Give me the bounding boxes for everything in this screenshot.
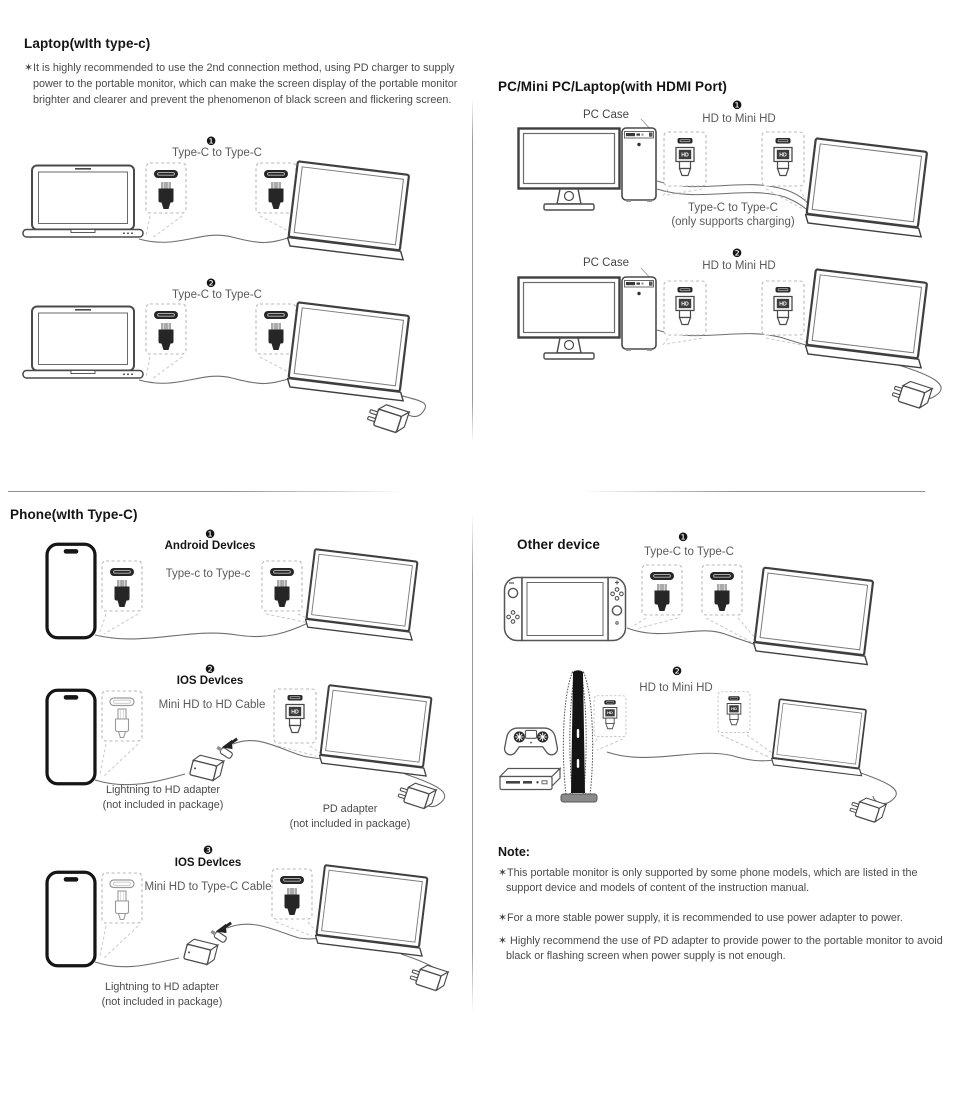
hdmi-connector-callout [594, 696, 626, 737]
callout-pointer [146, 216, 182, 238]
callout-pointer [721, 735, 775, 757]
hdmi-connector-callout [664, 281, 706, 335]
charging-cable-note-1: Type-C to Type-C [688, 202, 778, 214]
divider-vertical-top [472, 98, 473, 443]
callout-pointer [266, 614, 311, 622]
cable-type-label: Type-C to Type-C [644, 546, 734, 558]
other-section-title: Other device [517, 537, 600, 552]
diagram-number: ❶ [677, 532, 689, 544]
ps5-console-icon [561, 670, 597, 802]
cable-line [227, 924, 318, 939]
diagram-number: ❷ [205, 278, 217, 290]
phone-icon [47, 872, 95, 965]
hdmi-connector-callout [762, 281, 804, 335]
diagram-number: ❶ [204, 529, 216, 541]
portable-monitor-icon [287, 302, 414, 401]
portable-monitor-icon [287, 161, 414, 260]
portable-monitor-icon [753, 567, 878, 664]
laptop-diagram-2 [10, 295, 460, 447]
phone-diagram-1 [5, 528, 460, 663]
portable-monitor-icon [805, 269, 932, 368]
pc-section-title: PC/Mini PC/Laptop(with HDMI Port) [498, 79, 728, 94]
pc-case-label: PC Case [583, 109, 630, 121]
cable-line [139, 376, 295, 383]
cable-line [95, 958, 179, 967]
cable-type-label: Mini HD to HD Cable [158, 699, 266, 711]
portable-monitor-icon [771, 699, 870, 776]
switch-console-icon [505, 578, 626, 641]
cable-type-label: Type-C to Type-C [172, 289, 262, 301]
laptop-diagram-1 [10, 156, 460, 274]
diagram-number: ❸ [202, 845, 214, 857]
pc-tower-icon [622, 128, 656, 202]
portable-monitor-icon [315, 865, 432, 956]
cable-type-label: HD to Mini HD [702, 113, 776, 125]
diagram-number: ❶ [731, 100, 743, 112]
divider-horizontal-right [583, 491, 925, 492]
desktop-monitor-icon [519, 129, 620, 211]
power-adapter-icon [366, 401, 409, 435]
note-item: ✶This portable monitor is only supported by some phone models, which are listed in the support device and models of content of the instruction manual. [498, 867, 918, 895]
cable-line [627, 628, 756, 645]
laptop-icon [23, 307, 143, 379]
lightning-connector-callout [102, 873, 142, 923]
settop-box-icon [500, 769, 560, 790]
callout-pointer [146, 357, 182, 379]
other-diagram-2 [495, 655, 950, 840]
cable-line [95, 623, 308, 639]
callout-pointer [591, 739, 623, 750]
phone-icon [47, 690, 95, 783]
pc-tower-icon [622, 277, 656, 351]
phone-diagram-3 [5, 840, 460, 1010]
callout-pointer [663, 338, 702, 345]
power-adapter-icon [849, 794, 886, 824]
portable-monitor-icon [805, 138, 932, 237]
diagram-number: ❷ [671, 666, 683, 678]
adapter-caption: Lightning to HD adapter [104, 981, 220, 993]
cable-type-label: Type-C to Type-C [172, 147, 262, 159]
phone-icon [47, 544, 95, 637]
diagram-number: ❷ [731, 248, 743, 260]
adapter-caption: Lightning to HD adapter [105, 784, 221, 796]
note-title: Note: [498, 845, 530, 859]
type-c-connector-callout [256, 163, 296, 213]
phone-section-title: Phone(wIth Type-C) [10, 507, 138, 522]
adapter-caption: (not included in package) [101, 996, 223, 1008]
other-diagram-1 [495, 528, 950, 673]
cable-type-label: HD to Mini HD [639, 682, 713, 694]
callout-pointer [706, 618, 757, 642]
pc-diagram-1 [495, 93, 950, 243]
callout-pointer [632, 618, 678, 629]
callout-pointer [100, 926, 138, 958]
lightning-connector-callout [102, 691, 142, 741]
hdmi-connector-callout [274, 689, 316, 743]
cable-type-label: Type-c to Type-c [165, 568, 251, 580]
note-item: ✶For a more stable power supply, it is recommended to use power adapter to power. [498, 912, 903, 924]
type-c-connector-callout [146, 163, 186, 213]
desktop-monitor-icon [519, 278, 620, 360]
hdmi-connector-callout [664, 132, 706, 186]
device-type-heading: IOS DevIces [174, 857, 242, 869]
cable-type-label: Mini HD to Type-C Cable [144, 881, 272, 893]
pc-diagram-2 [495, 240, 950, 440]
callout-pointer [100, 744, 138, 776]
type-c-connector-callout [146, 304, 186, 354]
type-c-connector-callout [102, 561, 142, 611]
converter-adapter-icon [184, 923, 232, 966]
diagram-number: ❷ [204, 664, 216, 676]
callout-pointer [100, 614, 138, 634]
type-c-connector-callout [702, 565, 742, 615]
divider-horizontal-left [8, 491, 408, 492]
callout-pointer [276, 922, 318, 936]
charging-cable-note-2: (only supports charging) [671, 216, 795, 228]
note-item: ✶ Highly recommend the use of PD adapter to provide power to the portable monitor to avoid black or flashing screen when power supply is not enough. [498, 935, 943, 963]
pd-adapter-caption: (not included in package) [289, 818, 411, 830]
divider-vertical-bottom [472, 514, 473, 1012]
laptop-section-note: ✶It is highly recommended to use the 2nd connection method, using PD charger to supply power to the portable monitor, which can make the screen display of the portable monitor brighter and clearer and prevent the phenomenon of black screen and flickering screen. [24, 62, 458, 107]
hdmi-connector-callout [762, 132, 804, 186]
device-type-heading: IOS DevIces [176, 675, 244, 687]
portable-monitor-icon [319, 685, 436, 776]
adapter-caption: (not included in package) [102, 799, 224, 811]
type-c-connector-callout [642, 565, 682, 615]
gamepad-icon [505, 728, 558, 755]
type-c-connector-callout [272, 869, 312, 919]
phone-diagram-2 [5, 660, 460, 835]
portable-monitor-icon [305, 549, 422, 640]
power-adapter-icon [891, 378, 932, 410]
laptop-icon [23, 166, 143, 238]
pc-case-label: PC Case [583, 257, 630, 269]
cable-type-label: HD to Mini HD [702, 260, 776, 272]
cable-line [607, 752, 774, 761]
laptop-section-title: Laptop(wIth type-c) [24, 36, 151, 51]
device-type-heading: Android DevIces [164, 540, 256, 552]
diagram-number: ❶ [205, 136, 217, 148]
converter-adapter-icon [190, 739, 238, 782]
type-c-connector-callout [256, 304, 296, 354]
hdmi-connector-callout [718, 692, 750, 733]
pd-adapter-caption: PD adapter [322, 803, 378, 815]
cable-line [139, 235, 295, 242]
type-c-connector-callout [262, 561, 302, 611]
power-adapter-icon [409, 961, 448, 992]
